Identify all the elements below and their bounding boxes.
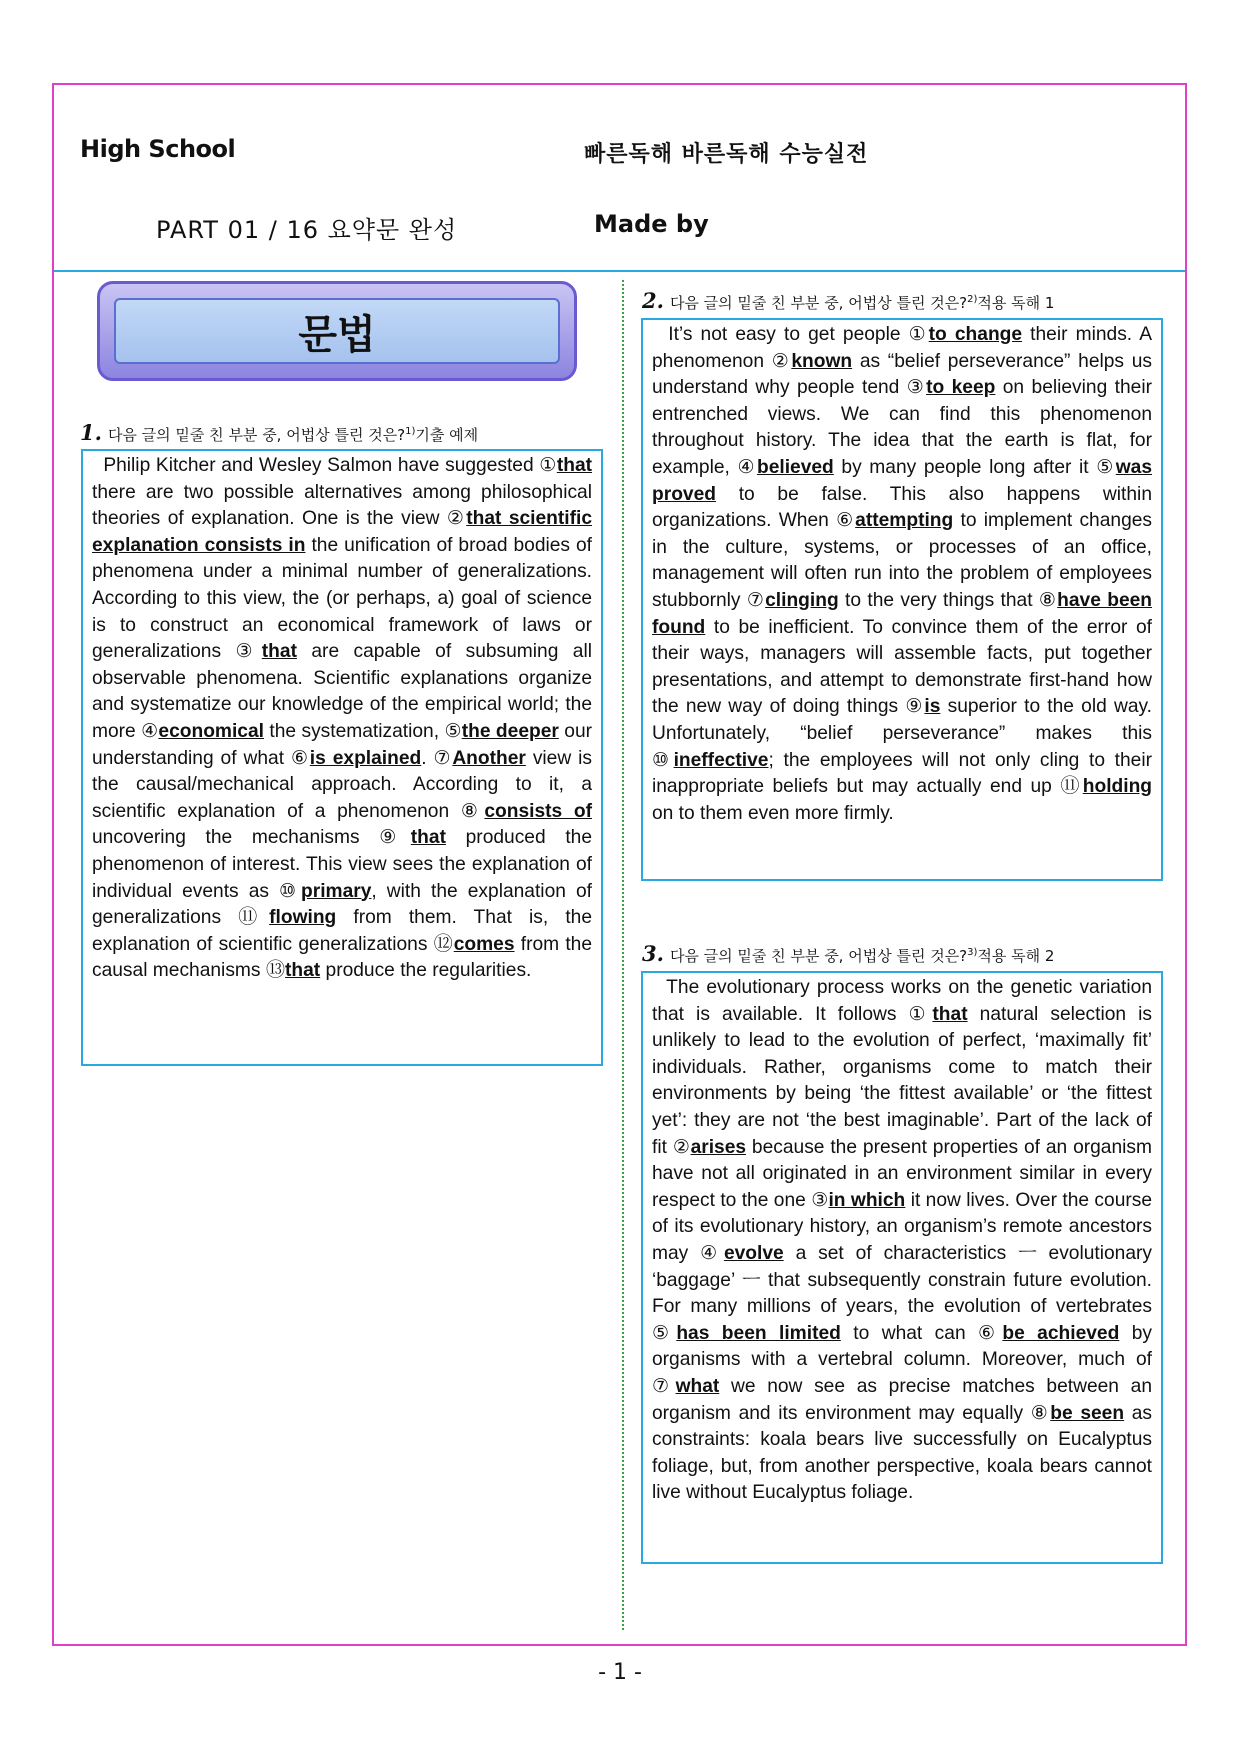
passage-text: ⑦: [652, 1375, 676, 1397]
page-number: - 1 -: [598, 1660, 642, 1685]
passage-text: the unification of broad bodies of phenomena under a minimal number of generalizations. According to this view, the (or perhaps, a) goal of science is to construct an economical framework of laws or generalizations: [92, 534, 592, 663]
passage-text: ⑥: [290, 747, 310, 769]
passage-text: ③: [235, 641, 262, 663]
underlined-option: attempting: [855, 510, 954, 532]
underlined-option: known: [791, 350, 853, 372]
question-number: 3.: [642, 941, 664, 966]
passage-text: produce the regularities.: [320, 960, 532, 982]
question-source: 적용 독해 1: [977, 294, 1055, 312]
underlined-option: flowing: [269, 907, 337, 929]
passage-text: ⑤: [652, 1322, 677, 1344]
passage-text: to be inefficient. To convince them of the error of their ways, managers will assemble facts, put together presentations, and attempt to demonstrate first-hand how the new way of doing things: [652, 616, 1152, 718]
passage-text: our understanding of what: [92, 720, 592, 769]
footnote-ref: 3): [967, 947, 978, 958]
underlined-option: be achieved: [1002, 1322, 1120, 1344]
underlined-option: to change: [928, 324, 1023, 345]
question-number: 1.: [80, 420, 102, 445]
passage-text: ⑦: [433, 747, 453, 769]
passage-text: ⑬: [265, 960, 286, 982]
passage-text: ⑧: [460, 800, 485, 822]
underlined-option: ineffective: [673, 749, 769, 771]
passage-text: view is the causal/mechanical approach. According to it, a scientific explanation of a phenomenon: [92, 747, 592, 822]
passage-text: to what can: [840, 1322, 979, 1344]
passage-text: It’s not easy to get people: [668, 324, 909, 345]
passage-text: to implement changes in the culture, systems, or processes of an office, management will often run into the problem of employees stubbornly: [652, 510, 1153, 611]
underlined-option: to keep: [926, 377, 996, 399]
question-text: 다음 글의 밑줄 친 부분 중, 어법상 틀린 것은?: [669, 947, 968, 965]
passage-text: because the present properties of an organism have not all originated in an environment similar in every respect to the one: [652, 1136, 1152, 1211]
part-label: PART 01 / 16 요약문 완성: [156, 216, 458, 244]
page-frame: [52, 83, 1187, 1646]
passage-text: on believing their entrenched views. We can find this phenomenon throughout history. The idea that the earth is flat, for example,: [652, 377, 1153, 478]
question-2-title: [642, 288, 1054, 313]
passage-text: as constraints: koala bears live successfully on Eucalyptus foliage, but, from another perspective, koala bears cannot live without Eucalyptus foliage.: [652, 1402, 1152, 1504]
passage-text: ⑨: [905, 696, 925, 718]
passage-text: ⑤: [444, 720, 462, 742]
question-1-title: [80, 420, 478, 445]
section-badge-label: 문법: [298, 311, 376, 358]
passage-text: a set of characteristics ㅡ evolutionary ‘baggage’ ㅡ that subsequently constrain future evolution. For many millions of years, the evolution of vertebrates: [652, 1242, 1152, 1318]
passage-text: natural selection is unlikely to lead to the evolution of perfect, ‘maximally fit’ individuals. Rather, organisms come to match their environments by being ‘the fittest available’ or ‘the fittest yet’: they are not ‘the best imaginable’. Part of the lack of fit: [652, 1003, 1152, 1158]
passage-text: to be false. This also happens within organizations. When: [652, 483, 1152, 532]
page-header: [54, 85, 1185, 272]
question-number: 2.: [642, 288, 664, 313]
passage-text: as “belief perseverance” helps us understand why people tend: [652, 350, 1153, 399]
underlined-option: what: [675, 1375, 720, 1397]
passage-text: ⑪: [238, 907, 270, 929]
passage-text: ②: [672, 1136, 691, 1158]
footnote-ref: 1): [405, 426, 416, 437]
passage-text: ④: [700, 1242, 724, 1264]
underlined-option: be seen: [1050, 1402, 1125, 1424]
passage-text: are capable of subsuming all observable phenomena. Scientific explanations organize and systematize our knowledge of the empirical world; the more: [92, 641, 593, 742]
section-badge: [97, 281, 577, 381]
passage-text: ①: [539, 455, 557, 476]
question-text: 다음 글의 밑줄 친 부분 중, 어법상 틀린 것은?: [107, 426, 406, 444]
underlined-option: comes: [453, 933, 515, 955]
underlined-option: the deeper: [461, 720, 559, 742]
underlined-option: evolve: [723, 1242, 784, 1264]
passage-text: their minds. A phenomenon: [652, 324, 1153, 372]
passage-text: ⑤: [1096, 456, 1116, 478]
passage-text: we now see as precise matches between an organism and its environment may equally: [652, 1375, 1152, 1424]
question-1-passage: [81, 449, 603, 1066]
underlined-option: Another: [452, 747, 526, 769]
question-2-passage: [641, 318, 1163, 881]
passage-text: superior to the old way. Unfortunately, “belief perseverance” makes this: [652, 696, 1152, 744]
passage-text: on to them even more firmly.: [652, 802, 894, 824]
underlined-option: have been found: [652, 589, 1153, 638]
passage-text: ⑥: [836, 510, 856, 532]
book-title: 빠른독해 바른독해 수능실전: [584, 142, 869, 167]
underlined-option: in which: [828, 1189, 906, 1211]
passage-text: the systematization,: [263, 720, 445, 742]
underlined-option: is explained: [309, 747, 422, 769]
underlined-option: believed: [756, 456, 834, 478]
passage-text: .: [421, 747, 434, 769]
question-3-title: [642, 941, 1054, 966]
passage-text: , with the explanation of generalizations: [92, 880, 592, 929]
column-divider: [622, 280, 624, 1630]
underlined-option: that: [261, 641, 297, 663]
underlined-option: consists of: [484, 800, 593, 822]
made-by-label: Made by: [594, 210, 709, 238]
passage-text: ①: [908, 324, 929, 345]
passage-text: Philip Kitcher and Wesley Salmon have suggested: [103, 455, 540, 476]
passage-text: by organisms with a vertebral column. Moreover, much of: [652, 1322, 1153, 1371]
question-3-passage: [641, 971, 1163, 1564]
footnote-ref: 2): [967, 294, 978, 305]
underlined-option: has been limited: [676, 1322, 841, 1344]
passage-text: ⑩: [652, 749, 674, 771]
question-source: 적용 독해 2: [977, 947, 1055, 965]
passage-text: The evolutionary process works on the genetic variation that is available. It follows: [652, 977, 1152, 1025]
underlined-option: is: [924, 696, 941, 718]
underlined-option: that: [932, 1003, 968, 1025]
passage-text: by many people long after it: [833, 456, 1097, 478]
passage-text: produced the phenomenon of interest. This view sees the explanation of individual events as: [92, 827, 592, 902]
passage-text: ①: [908, 1003, 933, 1025]
passage-text: ⑥: [978, 1322, 1003, 1344]
passage-text: ⑦: [746, 589, 766, 611]
passage-text: ③: [811, 1189, 829, 1211]
underlined-option: that: [285, 960, 321, 982]
underlined-option: arises: [690, 1136, 747, 1158]
passage-text: ③: [906, 377, 927, 399]
passage-text: ②: [446, 508, 467, 530]
passage-text: ⑧: [1038, 589, 1058, 611]
underlined-option: holding: [1082, 776, 1153, 798]
passage-text: uncovering the mechanisms: [92, 827, 380, 849]
question-text: 다음 글의 밑줄 친 부분 중, 어법상 틀린 것은?: [669, 294, 968, 312]
passage-text: there are two possible alternatives among philosophical theories of explanation. One is the view: [92, 481, 592, 530]
underlined-option: that scientific explanation consists in: [92, 508, 592, 556]
passage-text: ②: [771, 350, 792, 372]
passage-text: ⑧: [1030, 1402, 1051, 1424]
passage-text: from them. That is, the explanation of scientific generalizations: [92, 907, 592, 955]
passage-text: ⑨: [379, 827, 411, 849]
underlined-option: clinging: [765, 589, 839, 611]
underlined-option: that: [410, 827, 446, 849]
passage-text: ④: [141, 720, 159, 742]
school-label: High School: [80, 135, 236, 163]
passage-text: ④: [737, 456, 757, 478]
passage-text: ; the employees will not only cling to their inappropriate beliefs but may actually end up: [652, 749, 1153, 798]
passage-text: ⑩: [279, 880, 301, 902]
passage-text: from the causal mechanisms: [92, 933, 593, 982]
passage-text: ⑪: [1060, 776, 1083, 798]
underlined-option: that: [556, 455, 592, 476]
passage-text: to the very things that: [838, 589, 1039, 611]
underlined-option: was proved: [652, 456, 1153, 505]
passage-text: it now lives. Over the course of its evolutionary history, an organism’s remote ancestors may: [652, 1189, 1153, 1264]
question-source: 기출 예제: [415, 426, 479, 444]
underlined-option: economical: [158, 720, 264, 742]
passage-text: ⑫: [433, 933, 454, 955]
underlined-option: primary: [301, 880, 372, 902]
